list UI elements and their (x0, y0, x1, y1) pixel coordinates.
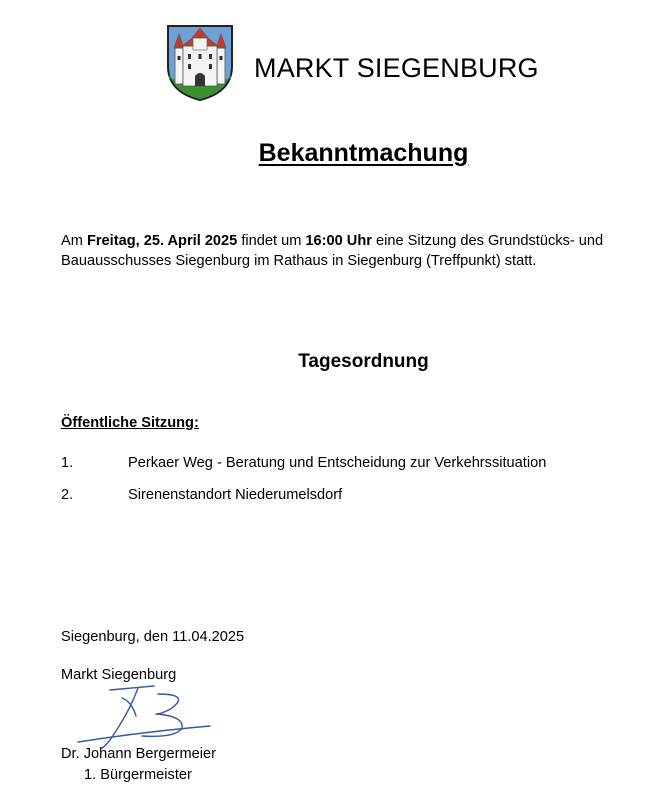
public-session-label: Öffentliche Sitzung: (61, 415, 199, 431)
intro-text-2: findet um (237, 233, 306, 249)
agenda-item-number: 2. (61, 487, 74, 503)
signer-role: 1. Bürgermeister (84, 767, 192, 783)
agenda-item (61, 487, 342, 503)
intro-line-2: Bauausschusses Siegenburg im Rathaus in Siegenburg (Treffpunkt) statt. (61, 253, 537, 269)
agenda-heading: Tagesordnung (298, 351, 429, 372)
meeting-time: 16:00 Uhr (305, 233, 372, 249)
document-title: Bekanntmachung (258, 139, 469, 167)
intro-text-3: eine Sitzung des Grundstücks- und (371, 233, 604, 249)
agenda-item-number: 1. (61, 455, 74, 471)
org-title: MARKT SIEGENBURG (254, 53, 539, 83)
meeting-date: Freitag, 25. April 2025 (86, 233, 238, 249)
agenda-item-text: Sirenenstandort Niederumelsdorf (128, 487, 343, 503)
place-and-date: Siegenburg, den 11.04.2025 (61, 629, 245, 645)
agenda-item-text: Perkaer Weg - Beratung und Entscheidung zur Verkehrssituation (128, 455, 547, 471)
agenda-item (61, 455, 546, 471)
castle-crest-icon (166, 24, 234, 102)
intro-paragraph (61, 231, 664, 271)
intro-text-1: Am (61, 233, 87, 249)
signer-organization: Markt Siegenburg (61, 667, 177, 683)
signer-name: Dr. Johann Bergermeier (61, 746, 216, 762)
handwritten-signature-icon (72, 670, 222, 752)
intro-line-1 (61, 231, 664, 251)
